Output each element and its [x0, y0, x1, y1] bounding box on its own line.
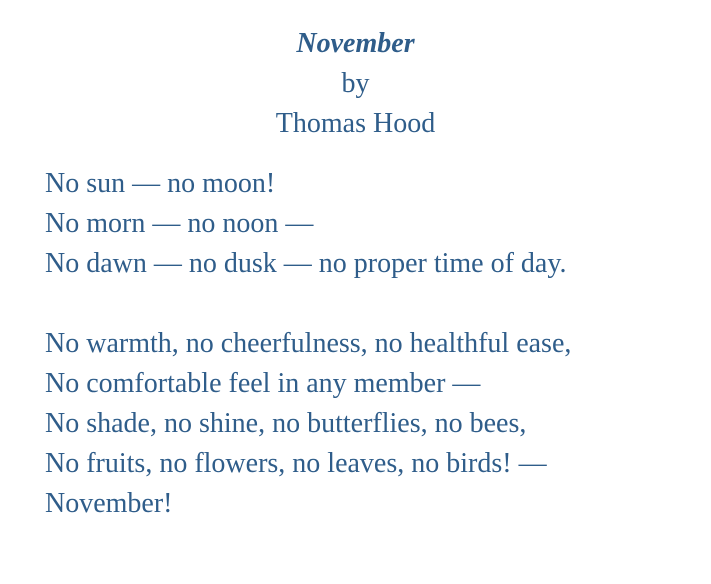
poem-line: No shade, no shine, no butterflies, no bees, [45, 408, 527, 439]
byline-word: by [341, 68, 370, 99]
stanza-2 [45, 324, 695, 524]
poem-line: No sun — no moon! [45, 168, 276, 199]
poem-header [0, 24, 711, 144]
poem-line: No fruits, no flowers, no leaves, no birds! — [45, 448, 547, 479]
poem-line: No morn — no noon — [45, 208, 314, 239]
poem-line: No warmth, no cheerfulness, no healthful ease, [45, 328, 572, 359]
poem-body [45, 164, 695, 524]
poem-author: Thomas Hood [275, 108, 436, 139]
stanza-1 [45, 164, 695, 284]
poem-line: No comfortable feel in any member — [45, 368, 481, 399]
poem-line: November! [45, 488, 173, 519]
poem-line: No dawn — no dusk — no proper time of day. [45, 248, 567, 279]
poem-title: November [296, 28, 415, 59]
